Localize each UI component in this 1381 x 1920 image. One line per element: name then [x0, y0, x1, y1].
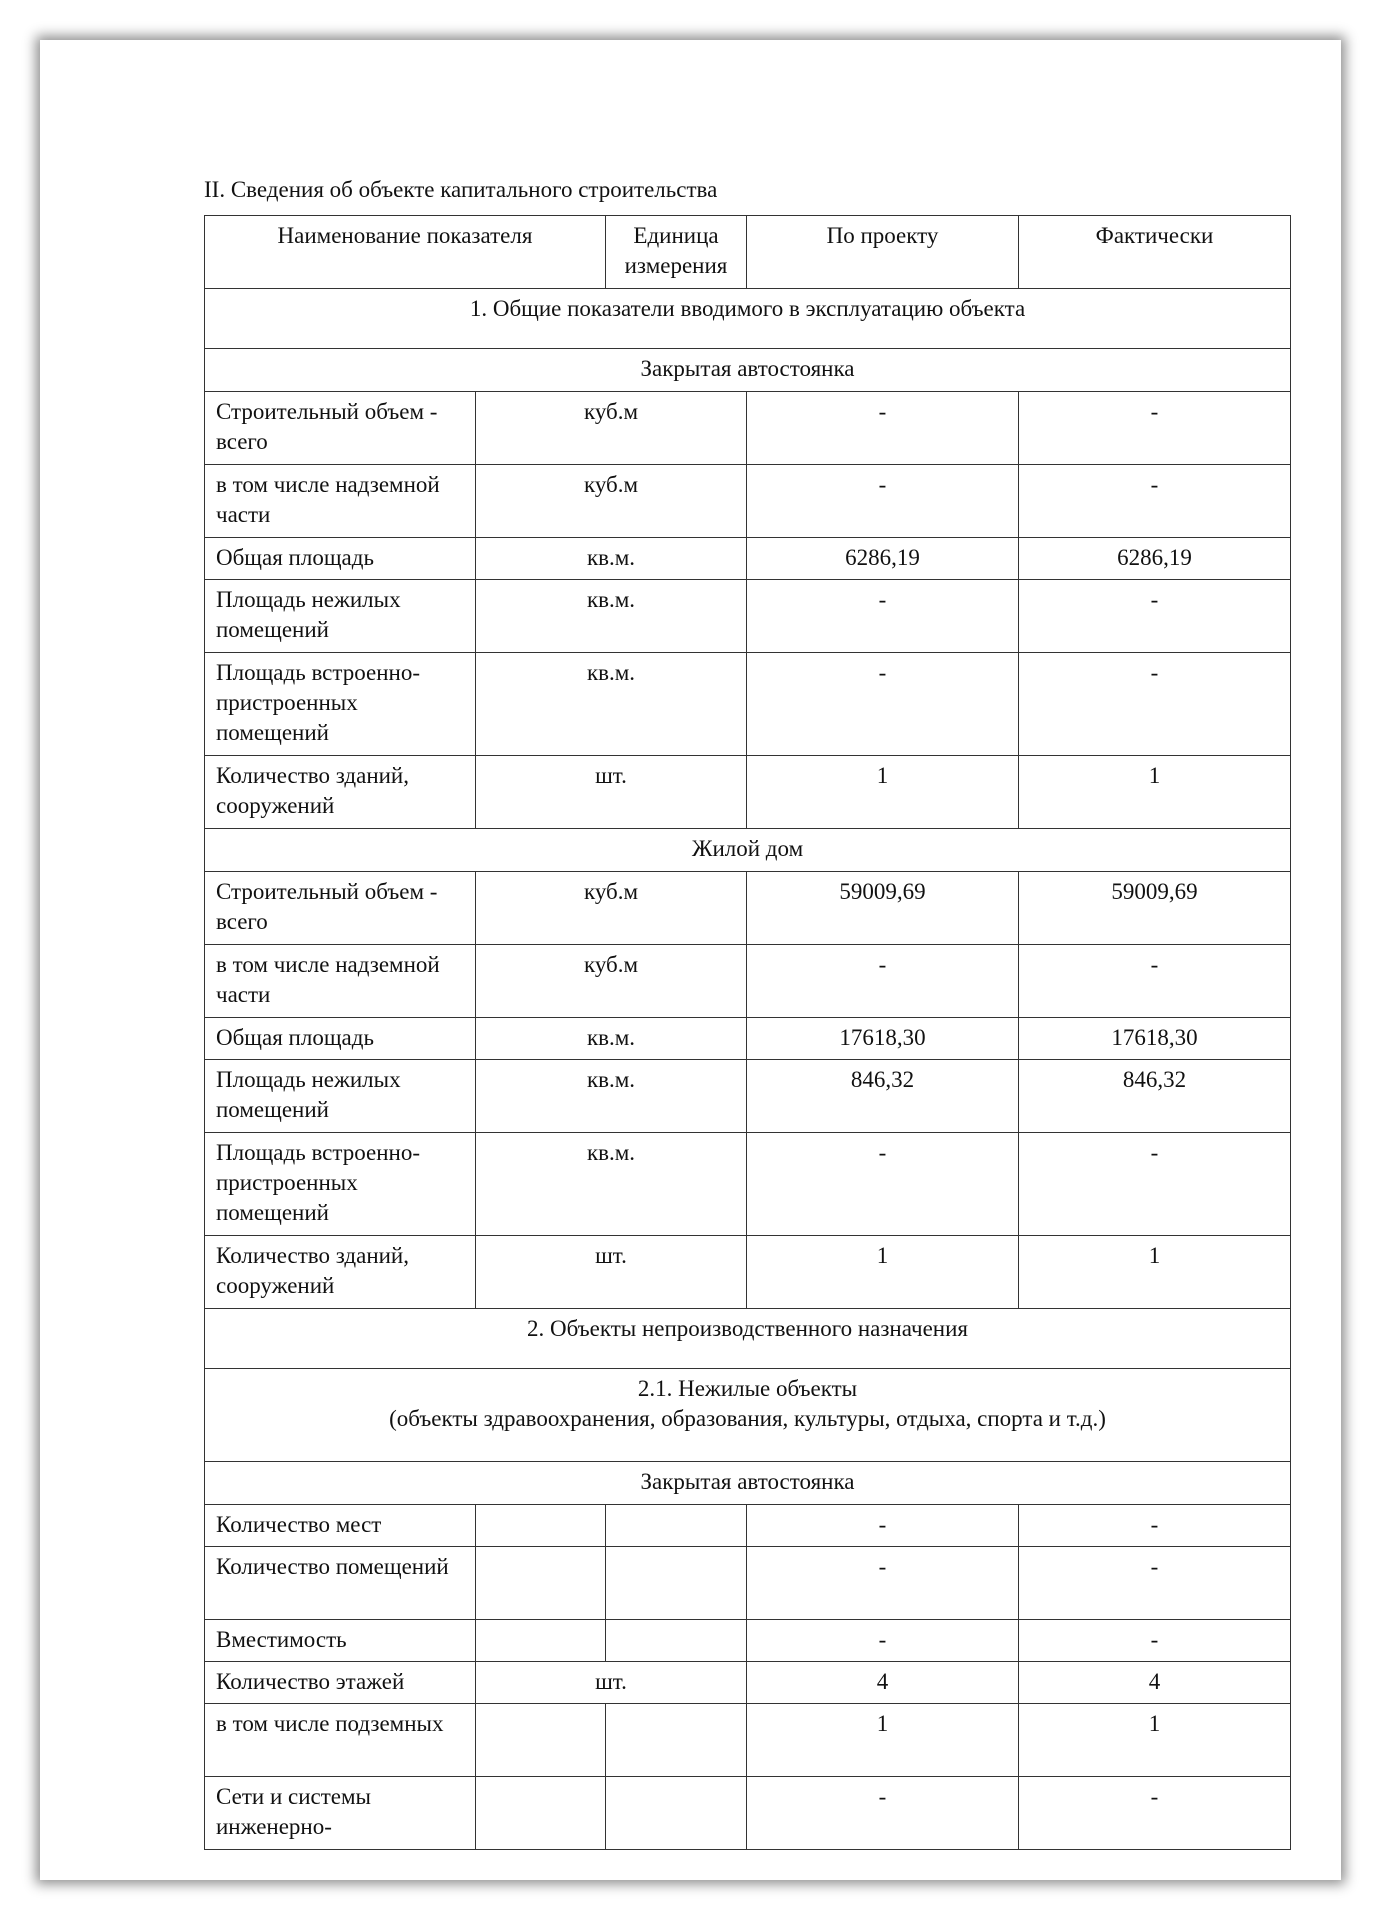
row-actual: 17618,30 [1019, 1018, 1291, 1060]
row-actual: - [1019, 1505, 1291, 1547]
section-row [205, 289, 1291, 349]
table-row [205, 1505, 1291, 1547]
row-unit: куб.м [476, 392, 747, 465]
row-extra [606, 1777, 747, 1850]
row-actual: - [1019, 1777, 1291, 1850]
row-name: Площадь встроенно-пристроенных помещений [205, 1133, 476, 1236]
section-heading: II. Сведения об объекте капитального строительства [204, 177, 718, 202]
table-row [205, 580, 1291, 653]
row-unit: шт. [476, 756, 747, 829]
row-unit: шт. [476, 1236, 747, 1309]
row-unit: кв.м. [476, 1133, 747, 1236]
row-name: в том числе надземной части [205, 465, 476, 538]
table-row [205, 1236, 1291, 1309]
row-extra [606, 1547, 747, 1620]
row-name: Количество помещений [205, 1547, 476, 1620]
row-project: 1 [747, 1704, 1019, 1777]
row-unit [476, 1547, 606, 1620]
row-name: Площадь нежилых помещений [205, 580, 476, 653]
header-name: Наименование показателя [205, 216, 606, 289]
row-extra [606, 1505, 747, 1547]
table-row [205, 1133, 1291, 1236]
row-project: 4 [747, 1662, 1019, 1704]
table-row [205, 1018, 1291, 1060]
row-actual: 1 [1019, 1236, 1291, 1309]
row-unit [476, 1505, 606, 1547]
row-actual: - [1019, 1620, 1291, 1662]
row-unit: шт. [476, 1662, 747, 1704]
table-row [205, 465, 1291, 538]
row-unit [476, 1704, 606, 1777]
row-unit: кв.м. [476, 538, 747, 580]
row-unit: кв.м. [476, 653, 747, 756]
table-row [205, 538, 1291, 580]
table-header-row [205, 216, 1291, 289]
row-project: - [747, 653, 1019, 756]
row-actual: - [1019, 465, 1291, 538]
row-unit: кв.м. [476, 580, 747, 653]
row-name: Количество этажей [205, 1662, 476, 1704]
row-name: Общая площадь [205, 1018, 476, 1060]
table-row [205, 1620, 1291, 1662]
table-row [205, 1060, 1291, 1133]
row-name: Количество зданий, сооружений [205, 756, 476, 829]
row-project: 6286,19 [747, 538, 1019, 580]
row-actual: - [1019, 945, 1291, 1018]
row-project: - [747, 1547, 1019, 1620]
table-row [205, 653, 1291, 756]
row-project: - [747, 1620, 1019, 1662]
section-1-title: 1. Общие показатели вводимого в эксплуатацию объекта [205, 289, 1291, 349]
table-row [205, 1547, 1291, 1620]
header-unit: Единица измерения [606, 216, 747, 289]
row-name: Строительный объем - всего [205, 392, 476, 465]
row-unit: куб.м [476, 465, 747, 538]
row-project: - [747, 1133, 1019, 1236]
row-unit: кв.м. [476, 1018, 747, 1060]
row-actual: 4 [1019, 1662, 1291, 1704]
header-project: По проекту [747, 216, 1019, 289]
row-project: - [747, 392, 1019, 465]
row-actual: 6286,19 [1019, 538, 1291, 580]
subsection-2-1-note: (объекты здравоохранения, образования, культуры, отдыха, спорта и т.д.) [389, 1406, 1106, 1431]
row-actual: 846,32 [1019, 1060, 1291, 1133]
row-project: - [747, 1777, 1019, 1850]
row-project: 17618,30 [747, 1018, 1019, 1060]
table-row [205, 1777, 1291, 1850]
table-row [205, 945, 1291, 1018]
row-unit: кв.м. [476, 1060, 747, 1133]
row-actual: 1 [1019, 1704, 1291, 1777]
row-name: Количество мест [205, 1505, 476, 1547]
row-project: - [747, 1505, 1019, 1547]
table-row [205, 872, 1291, 945]
section-2-title: 2. Объекты непроизводственного назначения [205, 1309, 1291, 1369]
capital-construction-table [204, 215, 1291, 1850]
row-unit: куб.м [476, 945, 747, 1018]
row-actual: - [1019, 392, 1291, 465]
row-name: в том числе подземных [205, 1704, 476, 1777]
section-row [205, 1369, 1291, 1462]
row-unit [476, 1777, 606, 1850]
table-row [205, 1662, 1291, 1704]
row-name: Общая площадь [205, 538, 476, 580]
row-project: 59009,69 [747, 872, 1019, 945]
subsection-row [205, 349, 1291, 392]
row-unit [476, 1620, 606, 1662]
row-project: - [747, 465, 1019, 538]
subsection-2-1 [205, 1369, 1291, 1462]
row-name: Площадь нежилых помещений [205, 1060, 476, 1133]
section-row [205, 1309, 1291, 1369]
row-name: Сети и системы инженерно- [205, 1777, 476, 1850]
parking-title-2: Закрытая автостоянка [205, 1462, 1291, 1505]
row-actual: - [1019, 1133, 1291, 1236]
table-row [205, 756, 1291, 829]
row-actual: - [1019, 1547, 1291, 1620]
table-row [205, 1704, 1291, 1777]
document-page [40, 40, 1341, 1880]
row-project: 1 [747, 1236, 1019, 1309]
row-unit: куб.м [476, 872, 747, 945]
subsection-row [205, 829, 1291, 872]
table-row [205, 392, 1291, 465]
row-actual: 1 [1019, 756, 1291, 829]
row-project: - [747, 580, 1019, 653]
subsection-row [205, 1462, 1291, 1505]
row-actual: - [1019, 580, 1291, 653]
row-name: Количество зданий, сооружений [205, 1236, 476, 1309]
row-actual: - [1019, 653, 1291, 756]
row-project: 1 [747, 756, 1019, 829]
header-actual: Фактически [1019, 216, 1291, 289]
row-name: Площадь встроенно-пристроенных помещений [205, 653, 476, 756]
row-extra [606, 1620, 747, 1662]
row-actual: 59009,69 [1019, 872, 1291, 945]
house-title: Жилой дом [205, 829, 1291, 872]
row-project: - [747, 945, 1019, 1018]
row-name: Вместимость [205, 1620, 476, 1662]
parking-title: Закрытая автостоянка [205, 349, 1291, 392]
row-extra [606, 1704, 747, 1777]
row-name: в том числе надземной части [205, 945, 476, 1018]
subsection-2-1-title: 2.1. Нежилые объекты [637, 1376, 858, 1401]
row-name: Строительный объем - всего [205, 872, 476, 945]
row-project: 846,32 [747, 1060, 1019, 1133]
